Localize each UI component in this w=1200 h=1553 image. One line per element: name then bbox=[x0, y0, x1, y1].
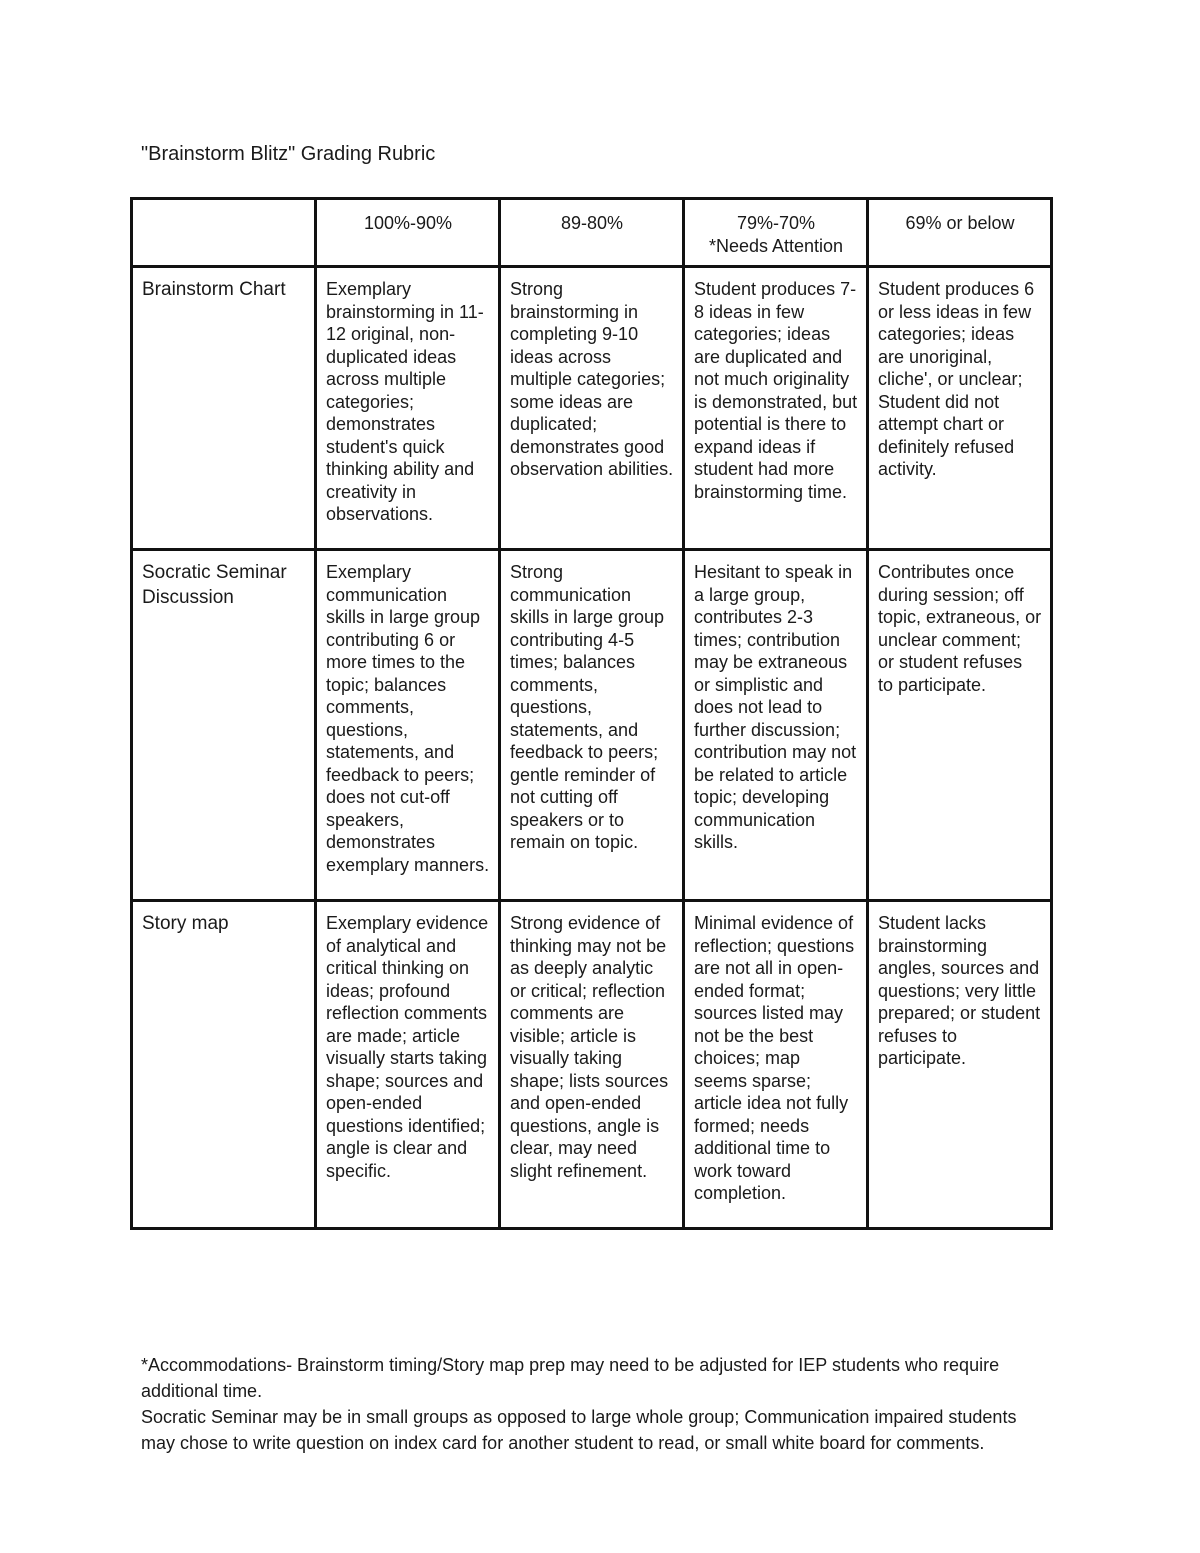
rubric-cell: Strong communication skills in large group contributing 4-5 times; balances comments, questions, statements, and feedback to peers; gentle reminder of not cutting off speakers or to remain on topic. bbox=[500, 550, 684, 901]
header-grade-69-below: 69% or below bbox=[868, 199, 1052, 267]
rubric-cell: Minimal evidence of reflection; questions are not all in open-ended format; sources listed may not be the best choices; map seems sparse; article idea not fully formed; needs additional time to work toward completion. bbox=[684, 901, 868, 1229]
rubric-cell: Contributes once during session; off topic, extraneous, or unclear comment; or student refuses to participate. bbox=[868, 550, 1052, 901]
rubric-cell: Student produces 6 or less ideas in few categories; ideas are unoriginal, cliche', or unclear; Student did not attempt chart or definitely refused activity. bbox=[868, 267, 1052, 550]
header-grade-79-70-label: 79%-70% bbox=[736, 213, 816, 233]
header-grade-89-80: 89-80% bbox=[500, 199, 684, 267]
table-row bbox=[132, 267, 1052, 550]
table-row bbox=[132, 550, 1052, 901]
footnote-line-2: Socratic Seminar may be in small groups as opposed to large whole group; Communication impaired students may chose to write question on index card for another student to read, or small white board for comments. bbox=[141, 1407, 1017, 1453]
rubric-cell: Exemplary evidence of analytical and critical thinking on ideas; profound reflection comments are made; article visually starts taking shape; sources and open-ended questions identified; angle is clear and specific. bbox=[316, 901, 500, 1229]
page-title: "Brainstorm Blitz" Grading Rubric bbox=[141, 143, 436, 165]
accommodations-footnote bbox=[141, 1352, 1041, 1456]
rubric-cell: Strong brainstorming in completing 9-10 ideas across multiple categories; some ideas are duplicated; demonstrates good observation abilities. bbox=[500, 267, 684, 550]
criterion-story-map: Story map bbox=[132, 901, 316, 1229]
rubric-cell: Exemplary brainstorming in 11- 12 original, non-duplicated ideas across multiple categories; demonstrates student's quick thinking ability and creativity in observations. bbox=[316, 267, 500, 550]
needs-attention-note: *Needs Attention bbox=[708, 235, 844, 256]
rubric-cell: Exemplary communication skills in large group contributing 6 or more times to the topic; balances comments, questions, statements, and feedback to peers; does not cut-off speakers, demonstrates exemplary manners. bbox=[316, 550, 500, 901]
rubric-cell: Strong evidence of thinking may not be as deeply analytic or critical; reflection comments are visible; article is visually taking shape; lists sources and open-ended questions, angle is clear, may need slight refinement. bbox=[500, 901, 684, 1229]
header-grade-79-70 bbox=[684, 199, 868, 267]
header-corner-cell bbox=[132, 199, 316, 267]
rubric-header-row bbox=[132, 199, 1052, 267]
rubric-cell: Student produces 7-8 ideas in few categories; ideas are duplicated and not much originality is demonstrated, but potential is there to expand ideas if student had more brainstorming time. bbox=[684, 267, 868, 550]
rubric-cell: Hesitant to speak in a large group, contributes 2-3 times; contribution may be extraneous or simplistic and does not lead to further discussion; contribution may not be related to article topic; developing communication skills. bbox=[684, 550, 868, 901]
rubric-table bbox=[130, 197, 1053, 1230]
footnote-line-1: *Accommodations- Brainstorm timing/Story map prep may need to be adjusted for IEP students who require additional time. bbox=[141, 1355, 1000, 1401]
header-grade-100-90: 100%-90% bbox=[316, 199, 500, 267]
rubric-cell: Student lacks brainstorming angles, sources and questions; very little prepared; or student refuses to participate. bbox=[868, 901, 1052, 1229]
criterion-socratic-seminar: Socratic Seminar Discussion bbox=[132, 550, 316, 901]
table-row bbox=[132, 901, 1052, 1229]
criterion-brainstorm-chart: Brainstorm Chart bbox=[132, 267, 316, 550]
